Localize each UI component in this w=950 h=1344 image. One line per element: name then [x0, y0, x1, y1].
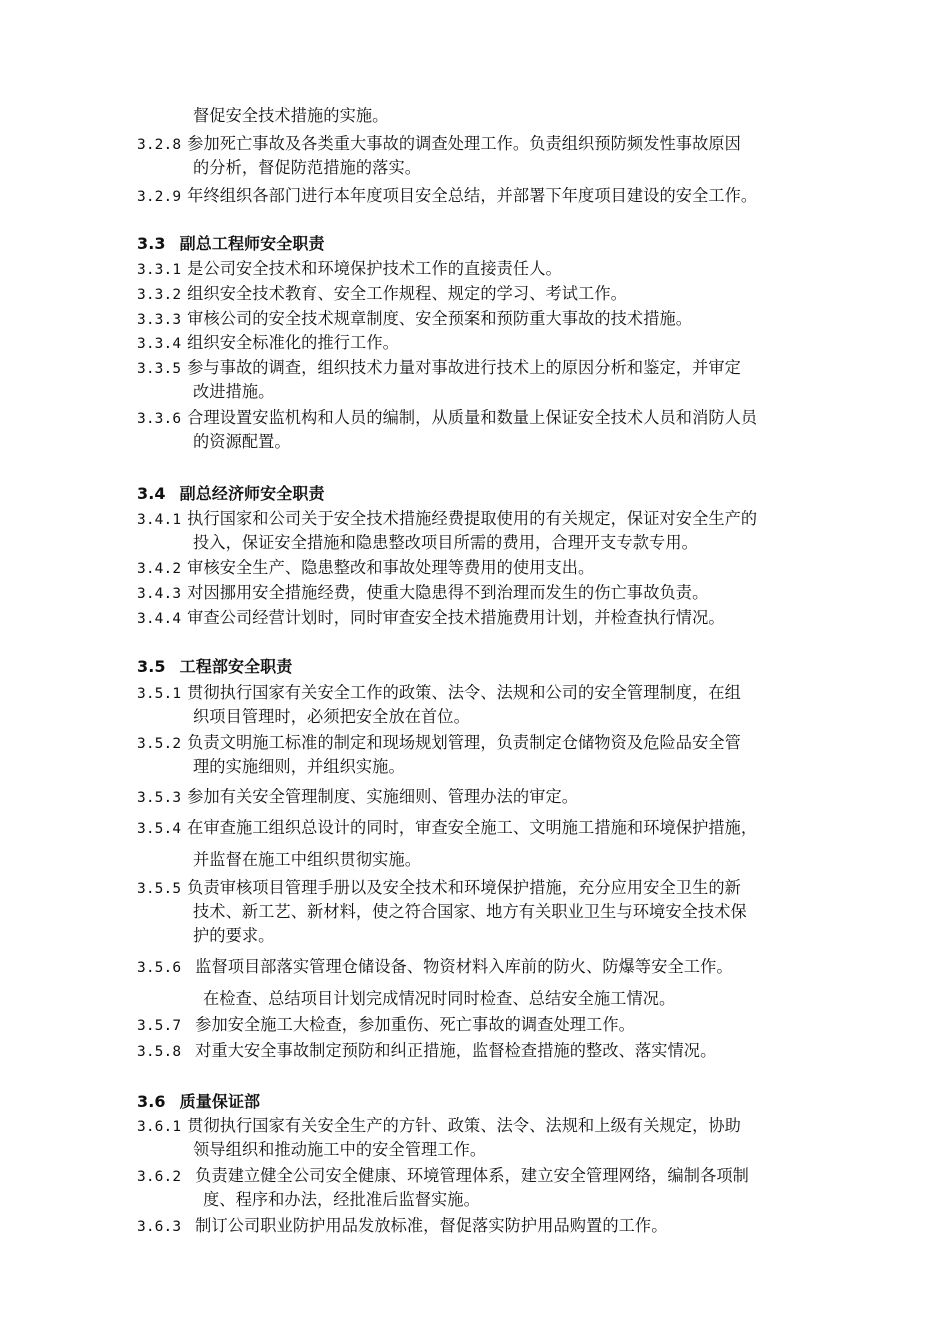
- clause-number: 3.3.3: [137, 312, 182, 328]
- clause-3-2-9: [137, 186, 757, 207]
- section-number: 3.5: [137, 657, 166, 676]
- clause-3-5-2: [137, 733, 741, 754]
- clause-text: 参加死亡事故及各类重大事故的调查处理工作。负责组织预防频发性事故原因: [187, 134, 741, 153]
- clause-3-5-1: [137, 683, 741, 704]
- clause-text: 在审查施工组织总设计的同时，审查安全施工、文明施工措施和环境保护措施，: [187, 818, 758, 837]
- clause-3-4-1: [137, 509, 757, 530]
- clause-text: 对因挪用安全措施经费，使重大隐患得不到治理而发生的伤亡事故负责。: [187, 583, 709, 602]
- clause-3-5-5: [137, 878, 741, 899]
- section-title: 质量保证部: [179, 1092, 261, 1111]
- clause-number: 3.4.4: [137, 611, 182, 627]
- section-title: 副总工程师安全职责: [179, 234, 325, 253]
- clause-text: 审查公司经营计划时，同时审查安全技术措施费用计划，并检查执行情况。: [187, 608, 725, 627]
- clause-3-2-8-cont: 的分析，督促防范措施的落实。: [193, 158, 422, 177]
- clause-3-6-3: [137, 1216, 668, 1237]
- clause-3-5-6: [137, 957, 733, 978]
- clause-3-2-8: [137, 134, 741, 155]
- clause-number: 3.2.8: [137, 137, 182, 153]
- clause-3-6-2: [137, 1166, 749, 1187]
- clause-3-3-6-cont: 的资源配置。: [193, 432, 291, 451]
- clause-number: 3.5.7: [137, 1018, 182, 1034]
- clause-text: 审核安全生产、隐患整改和事故处理等费用的使用支出。: [187, 558, 595, 577]
- clause-number: 3.4.3: [137, 586, 182, 602]
- clause-3-5-3: [137, 787, 578, 808]
- clause-3-4-1-cont: 投入，保证安全措施和隐患整改项目所需的费用，合理开支专款专用。: [193, 533, 698, 552]
- clause-number: 3.5.4: [137, 821, 182, 837]
- clause-number: 3.3.2: [137, 287, 182, 303]
- clause-number: 3.3.6: [137, 411, 182, 427]
- clause-number: 3.5.3: [137, 790, 182, 806]
- clause-3-5-8: [137, 1041, 716, 1062]
- clause-number: 3.2.9: [137, 189, 182, 205]
- clause-3-6-2-cont: 度、程序和办法，经批准后监督实施。: [203, 1190, 480, 1209]
- continuation-line: 督促安全技术措施的实施。: [193, 106, 389, 125]
- clause-number: 3.4.2: [137, 561, 182, 577]
- clause-3-3-2: [137, 284, 627, 305]
- clause-3-6-1-cont: 领导组织和推动施工中的安全管理工作。: [193, 1140, 487, 1159]
- clause-number: 3.5.2: [137, 736, 182, 752]
- clause-text: 负责审核项目管理手册以及安全技术和环境保护措施，充分应用安全卫生的新: [187, 878, 741, 897]
- clause-3-3-3: [137, 309, 692, 330]
- clause-3-6-1: [137, 1116, 741, 1137]
- clause-3-3-5-cont: 改进措施。: [193, 382, 275, 401]
- clause-text: 监督项目部落实管理仓储设备、物资材料入库前的防火、防爆等安全工作。: [195, 957, 733, 976]
- section-heading-3-6: [137, 1092, 260, 1112]
- section-title: 副总经济师安全职责: [179, 484, 325, 503]
- clause-number: 3.5.6: [137, 960, 182, 976]
- clause-number: 3.5.1: [137, 686, 182, 702]
- clause-text: 组织安全技术教育、安全工作规程、规定的学习、考试工作。: [187, 284, 627, 303]
- section-heading-3-4: [137, 484, 325, 504]
- clause-3-5-2-cont: 理的实施细则，并组织实施。: [193, 757, 405, 776]
- clause-number: 3.3.1: [137, 262, 182, 278]
- clause-text: 合理设置安监机构和人员的编制，从质量和数量上保证安全技术人员和消防人员: [187, 408, 758, 427]
- clause-number: 3.3.5: [137, 361, 182, 377]
- clause-3-3-1: [137, 259, 562, 280]
- section-title: 工程部安全职责: [179, 657, 293, 676]
- clause-text: 制订公司职业防护用品发放标准，督促落实防护用品购置的工作。: [195, 1216, 668, 1235]
- clause-text: 参加有关安全管理制度、实施细则、管理办法的审定。: [187, 787, 579, 806]
- clause-number: 3.5.5: [137, 881, 182, 897]
- clause-text: 负责建立健全公司安全健康、环境管理体系，建立安全管理网络，编制各项制: [195, 1166, 749, 1185]
- clause-number: 3.4.1: [137, 512, 182, 528]
- clause-3-5-4-cont: 并监督在施工中组织贯彻实施。: [193, 850, 422, 869]
- section-heading-3-3: [137, 234, 325, 254]
- clause-text: 执行国家和公司关于安全技术措施经费提取使用的有关规定，保证对安全生产的: [187, 509, 758, 528]
- clause-number: 3.5.8: [137, 1044, 182, 1060]
- clause-text: 年终组织各部门进行本年度项目安全总结，并部署下年度项目建设的安全工作。: [187, 186, 758, 205]
- section-number: 3.4: [137, 484, 166, 503]
- clause-3-3-4: [137, 333, 399, 354]
- clause-text: 参与事故的调查，组织技术力量对事故进行技术上的原因分析和鉴定，并审定: [187, 358, 741, 377]
- clause-text: 是公司安全技术和环境保护技术工作的直接责任人。: [187, 259, 562, 278]
- clause-3-5-5-cont2: 护的要求。: [193, 926, 275, 945]
- clause-3-5-5-cont: 技术、新工艺、新材料，使之符合国家、地方有关职业卫生与环境安全技术保: [193, 902, 747, 921]
- clause-3-3-6: [137, 408, 757, 429]
- section-number: 3.6: [137, 1092, 166, 1111]
- clause-3-4-4: [137, 608, 725, 629]
- clause-3-3-5: [137, 358, 741, 379]
- clause-3-5-6-cont: 在检查、总结项目计划完成情况时同时检查、总结安全施工情况。: [203, 989, 676, 1008]
- clause-text: 负责文明施工标准的制定和现场规划管理，负责制定仓储物资及危险品安全管: [187, 733, 741, 752]
- clause-text: 贯彻执行国家有关安全生产的方针、政策、法令、法规和上级有关规定，协助: [187, 1116, 741, 1135]
- clause-3-4-3: [137, 583, 708, 604]
- section-number: 3.3: [137, 234, 166, 253]
- clause-text: 贯彻执行国家有关安全工作的政策、法令、法规和公司的安全管理制度，在组: [187, 683, 741, 702]
- clause-number: 3.6.1: [137, 1119, 182, 1135]
- clause-number: 3.6.3: [137, 1219, 182, 1235]
- section-heading-3-5: [137, 657, 292, 677]
- clause-text: 审核公司的安全技术规章制度、安全预案和预防重大事故的技术措施。: [187, 309, 693, 328]
- clause-text: 组织安全标准化的推行工作。: [187, 333, 399, 352]
- clause-text: 对重大安全事故制定预防和纠正措施，监督检查措施的整改、落实情况。: [195, 1041, 717, 1060]
- clause-3-5-7: [137, 1015, 635, 1036]
- clause-3-5-4: [137, 818, 757, 839]
- clause-3-5-1-cont: 织项目管理时，必须把安全放在首位。: [193, 707, 470, 726]
- clause-3-4-2: [137, 558, 594, 579]
- clause-number: 3.3.4: [137, 336, 182, 352]
- clause-text: 参加安全施工大检查，参加重伤、死亡事故的调查处理工作。: [195, 1015, 635, 1034]
- clause-number: 3.6.2: [137, 1169, 182, 1185]
